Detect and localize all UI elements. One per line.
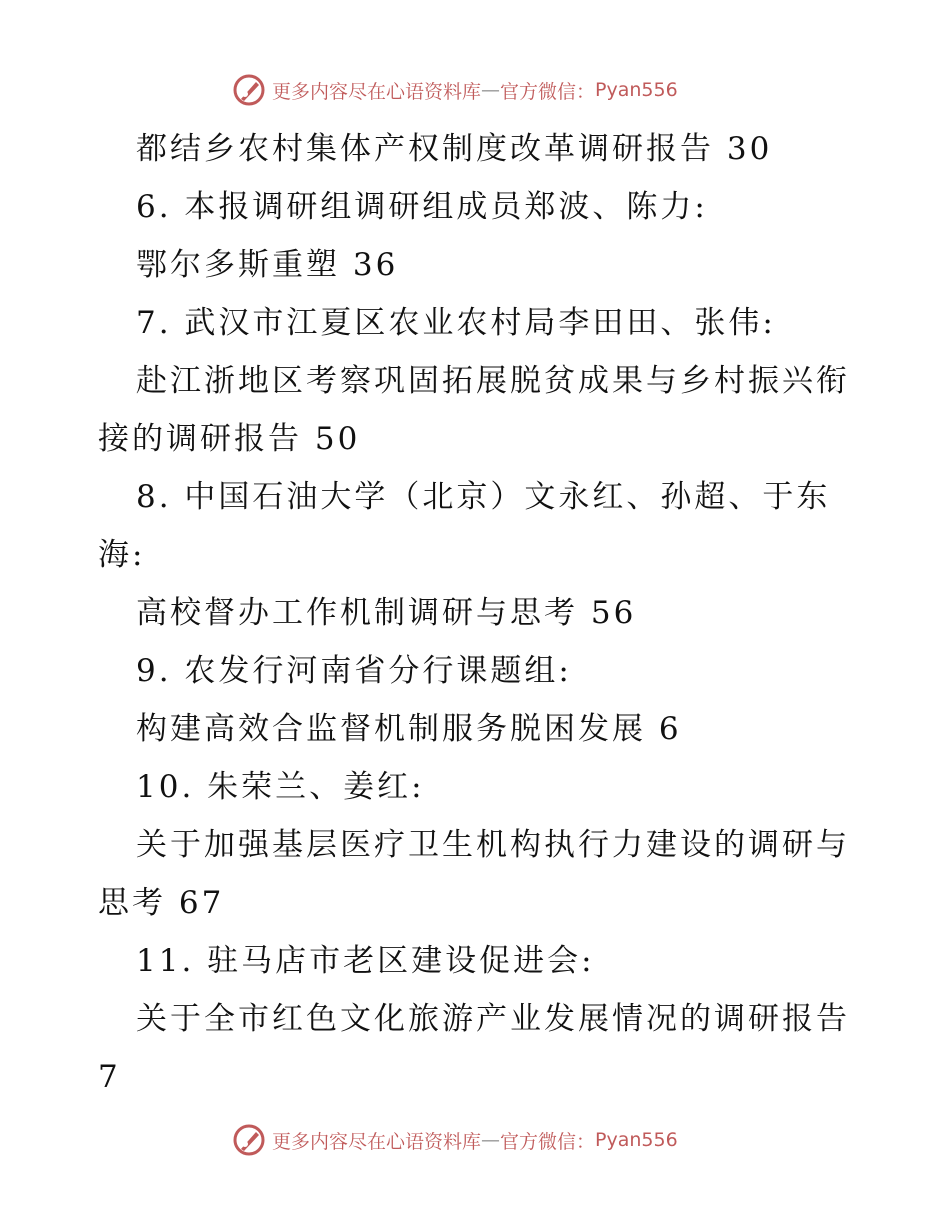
watermark-contact: 官方微信： bbox=[500, 1130, 596, 1153]
watermark-text: 更多内容尽在心语资料库 bbox=[272, 80, 482, 103]
watermark-separator: — bbox=[481, 79, 501, 101]
text-line: 11. 驻马店市老区建设促进会: bbox=[136, 943, 595, 979]
text-line: 关于全市红色文化旅游产业发展情况的调研报告 bbox=[136, 1001, 850, 1037]
watermark-contact: 官方微信： bbox=[500, 80, 596, 103]
text-line: 6. 本报调研组调研组成员郑波、陈力: bbox=[136, 189, 708, 225]
watermark-separator: — bbox=[481, 1129, 501, 1151]
text-line: 8. 中国石油大学（北京）文永红、孙超、于东 bbox=[136, 479, 831, 515]
text-line: 都结乡农村集体产权制度改革调研报告 30 bbox=[136, 131, 773, 167]
text-line: 赴江浙地区考察巩固拓展脱贫成果与乡村振兴衔 bbox=[136, 363, 850, 399]
text-line: 7 bbox=[98, 1059, 121, 1095]
text-line: 鄂尔多斯重塑 36 bbox=[136, 247, 399, 283]
text-line: 海: bbox=[98, 537, 146, 573]
pen-logo-icon bbox=[232, 73, 266, 107]
text-line: 关于加强基层医疗卫生机构执行力建设的调研与 bbox=[136, 827, 850, 863]
watermark-wechat-id: Pyan556 bbox=[595, 79, 678, 101]
text-line: 7. 武汉市江夏区农业农村局李田田、张伟: bbox=[136, 305, 776, 341]
watermark-wechat-id: Pyan556 bbox=[595, 1129, 678, 1151]
text-line: 10. 朱荣兰、姜红: bbox=[136, 769, 425, 805]
text-line: 9. 农发行河南省分行课题组: bbox=[136, 653, 572, 689]
text-line: 高校督办工作机制调研与思考 56 bbox=[136, 595, 637, 631]
text-line: 思考 67 bbox=[98, 885, 225, 921]
pen-logo-icon bbox=[232, 1123, 266, 1157]
watermark-text: 更多内容尽在心语资料库 bbox=[272, 1130, 482, 1153]
footer-watermark bbox=[232, 1120, 678, 1160]
text-line: 接的调研报告 50 bbox=[98, 421, 361, 457]
text-line: 构建高效合监督机制服务脱困发展 6 bbox=[136, 711, 682, 747]
header-watermark bbox=[232, 70, 678, 110]
